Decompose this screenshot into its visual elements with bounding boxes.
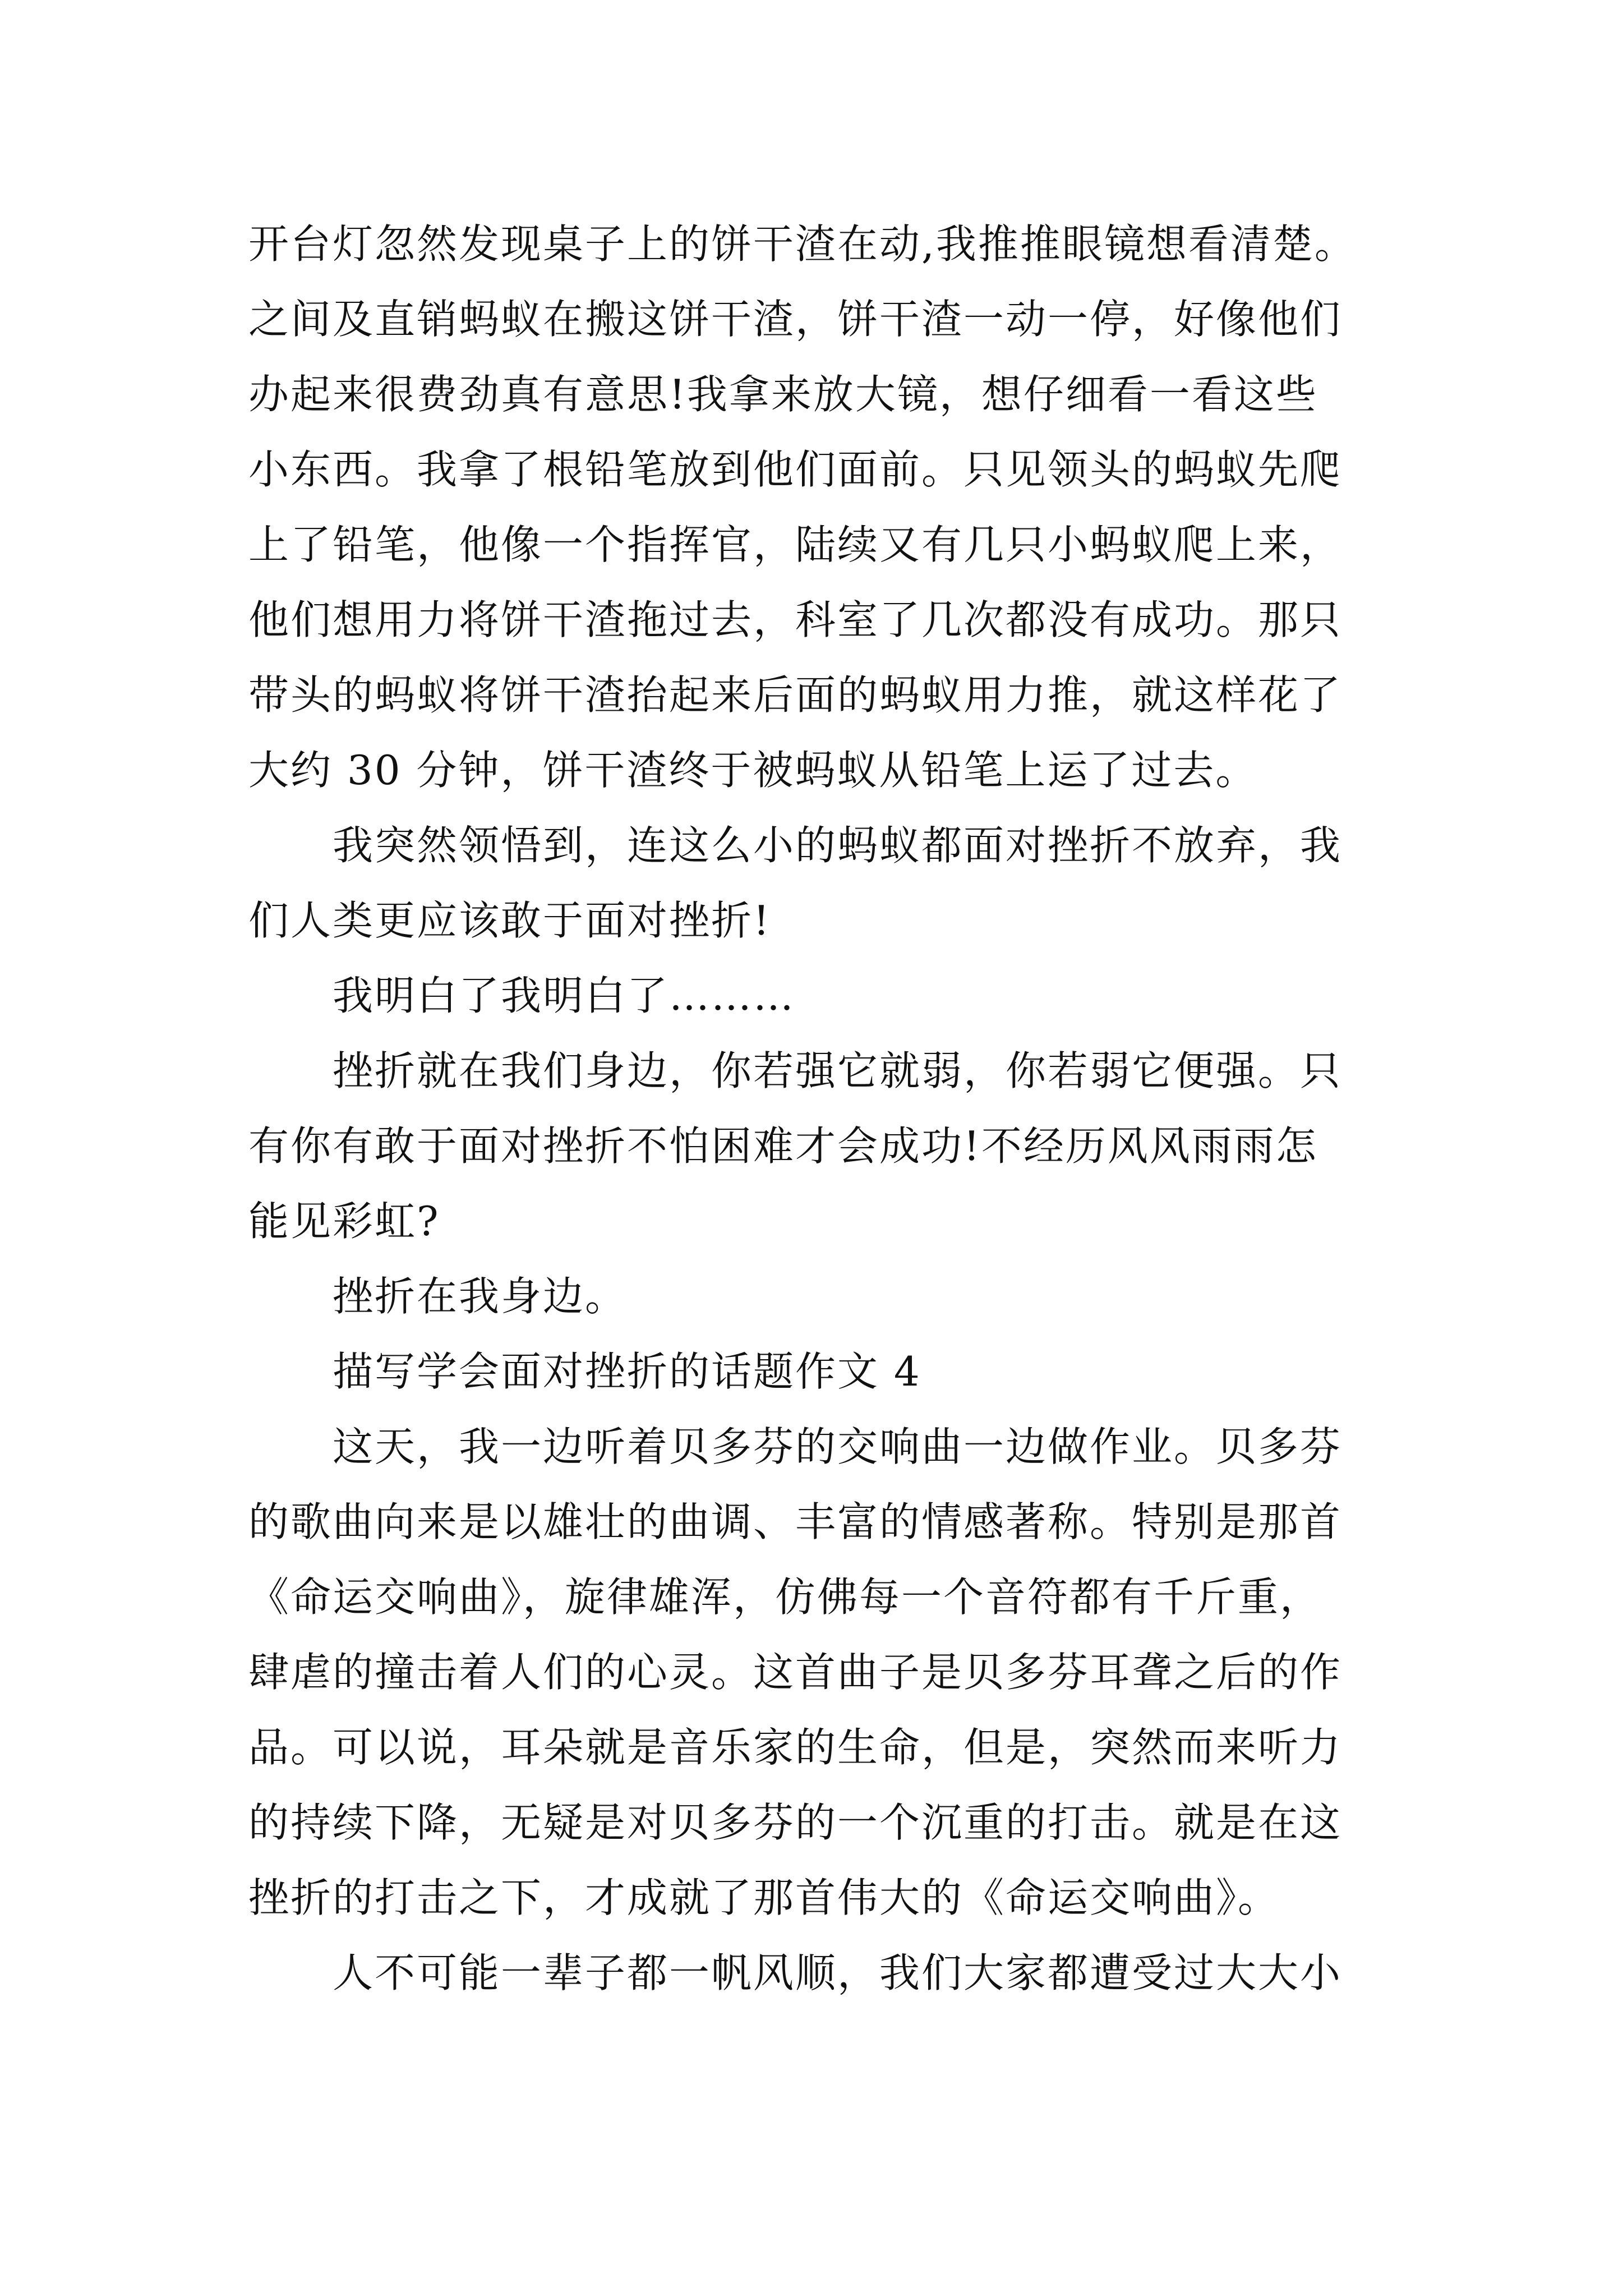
- text-line: 有你有敢于面对挫折不怕困难才会成功!不经历风风雨雨怎: [248, 1122, 1318, 1170]
- text-line: 小东西。我拿了根铅笔放到他们面前。只见领头的蚂蚁先爬: [248, 446, 1343, 493]
- text-line: 他们想用力将饼干渣拖过去，科室了几次都没有成功。那只: [248, 596, 1343, 643]
- text-line: 的持续下降，无疑是对贝多芬的一个沉重的打击。就是在这: [248, 1799, 1343, 1846]
- text-line: 挫折在我身边。: [333, 1273, 628, 1320]
- text-line: 的歌曲向来是以雄壮的曲调、丰富的情感著称。特别是那首: [248, 1498, 1343, 1545]
- text-line: 我明白了我明白了………: [333, 972, 796, 1019]
- text-line: 大约 30 分钟，饼干渣终于被蚂蚁从铅笔上运了过去。: [248, 747, 1258, 794]
- text-line: 《命运交响曲》，旋律雄浑，仿佛每一个音符都有千斤重，: [248, 1573, 1322, 1621]
- text-line: 肆虐的撞击着人们的心灵。这首曲子是贝多芬耳聋之后的作: [248, 1649, 1343, 1696]
- text-line: 之间及直销蚂蚁在搬这饼干渣，饼干渣一动一停，好像他们: [248, 296, 1343, 343]
- text-line: 人不可能一辈子都一帆风顺，我们大家都遭受过大大小: [333, 1949, 1343, 1996]
- text-line: 品。可以说，耳朵就是音乐家的生命，但是，突然而来听力: [248, 1724, 1343, 1771]
- section-heading: 描写学会面对挫折的话题作文 4: [333, 1348, 921, 1395]
- text-line: 们人类更应该敢于面对挫折!: [248, 897, 771, 944]
- text-line: 上了铅笔，他像一个指挥官，陆续又有几只小蚂蚁爬上来，: [248, 521, 1343, 568]
- document-body: [248, 206, 1437, 2010]
- text-line: 这天，我一边听着贝多芬的交响曲一边做作业。贝多芬: [333, 1423, 1343, 1470]
- text-line: 办起来很费劲真有意思!我拿来放大镜，想仔细看一看这些: [248, 371, 1318, 418]
- text-line: 挫折就在我们身边，你若强它就弱，你若弱它便强。只: [333, 1047, 1343, 1094]
- text-line: 开台灯忽然发现桌子上的饼干渣在动,我推推眼镜想看清楚。: [248, 220, 1357, 268]
- text-line: 我突然领悟到，连这么小的蚂蚁都面对挫折不放弃，我: [333, 822, 1343, 869]
- text-line: 挫折的打击之下，才成就了那首伟大的《命运交响曲》。: [248, 1874, 1280, 1921]
- text-line: 带头的蚂蚁将饼干渣抬起来后面的蚂蚁用力推，就这样花了: [248, 671, 1343, 719]
- text-line: 能见彩虹?: [248, 1198, 440, 1245]
